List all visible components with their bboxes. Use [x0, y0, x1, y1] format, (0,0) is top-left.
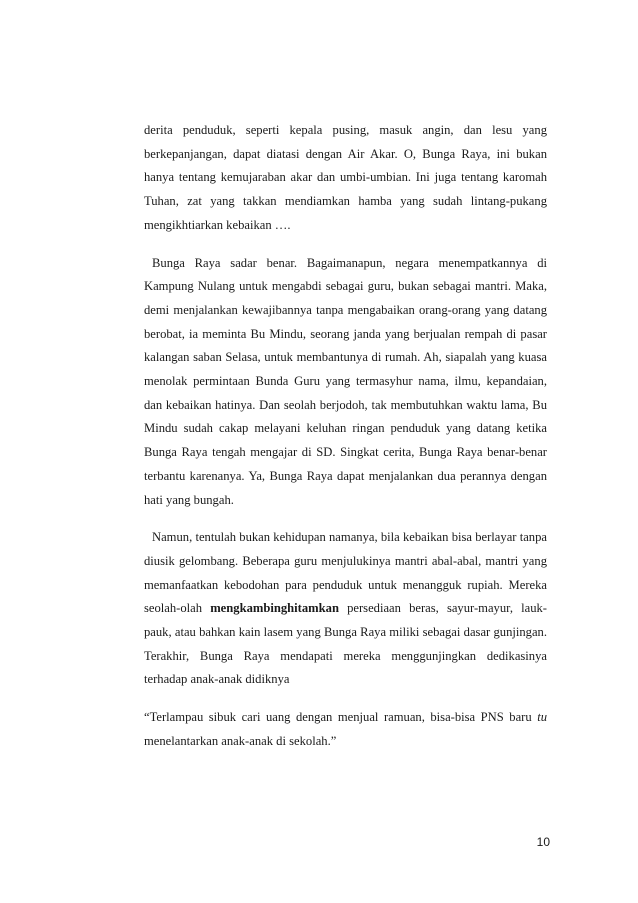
paragraph-4-quote [144, 706, 547, 753]
paragraph-4-text-after: menelantarkan anak-anak di sekolah.” [144, 733, 337, 748]
paragraph-1-text: derita penduduk, seperti kepala pusing, masuk angin, dan lesu yang berkepanjangan, dapat diatasi dengan Air Akar. O, Bunga Raya, ini bukan hanya tentang kemujaraban akar dan umbi-umbian. Ini juga tentang karomah Tuhan, zat yang takkan mendiamkan hamba yang sudah lintang-pukang mengikhtiarkan kebaikan …. [144, 123, 547, 232]
paragraph-2-text: Bunga Raya sadar benar. Bagaimanapun, negara menempatkannya di Kampung Nulang untuk mengabdi sebagai guru, bukan sebagai mantri. Maka, demi menjalankan kewajibannya tanpa mengabaikan orang-orang yang datang berobat, ia meminta Bu Mindu, seorang janda yang berjualan rempah di pasar kalangan saban Selasa, untuk membantunya di rumah. Ah, siapalah yang kuasa menolak permintaan Bunda Guru yang termasyhur nama, ilmu, kepandaian, dan kebaikan hatinya. Dan seolah berjodoh, tak membutuhkan waktu lama, Bu Mindu sudah cakap melayani keluhan ringan penduduk yang datang ketika Bunga Raya tengah mengajar di SD. Singkat cerita, Bunga Raya benar-benar terbantu karenanya. Ya, Bunga Raya dapat menjalankan dua perannya dengan hati yang bungah. [144, 255, 547, 507]
paragraph-4-italic-word: tu [537, 710, 547, 725]
paragraph-3 [144, 526, 547, 692]
paragraph-2 [144, 252, 547, 513]
page-number: 10 [536, 835, 550, 849]
paragraph-1 [144, 119, 547, 238]
paragraph-3-text-after: persediaan beras, sayur-mayur, lauk-pauk, atau bahkan kain lasem yang Bunga Raya miliki sebagai dasar gunjingan. Terakhir, Bunga Raya mendapati mereka menggunjingkan dedikasinya terhadap anak-anak didiknya [144, 601, 547, 687]
paragraph-3-bold-word: mengkambinghitamkan [210, 601, 339, 616]
page-body [144, 119, 547, 754]
paragraph-3-text-before: Namun, tentulah bukan kehidupan namanya, bila kebaikan bisa berlayar tanpa diusik gelombang. Beberapa guru menjulukinya mantri abal-abal, mantri yang memanfaatkan kebodohan para penduduk untuk menangguk rupiah. Mereka seolah-olah [144, 530, 547, 616]
paragraph-4-text-before: “Terlampau sibuk cari uang dengan menjual ramuan, bisa-bisa PNS baru [144, 710, 538, 725]
